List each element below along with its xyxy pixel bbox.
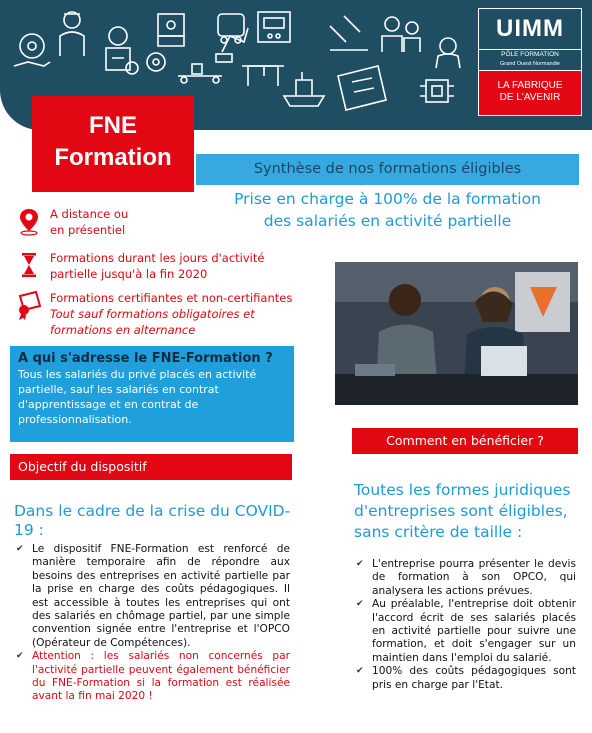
pole-line2: Grand Ouest Normandie bbox=[500, 61, 560, 67]
feature-line: en présentiel bbox=[50, 223, 126, 237]
pole-line1: PÔLE FORMATION bbox=[501, 51, 559, 58]
feature-duration bbox=[14, 250, 264, 282]
feature-line: formations en alternance bbox=[50, 323, 196, 337]
uimm-logo bbox=[478, 8, 582, 116]
warning-item: ✔ Attention : les salariés non concernés par l'activité partielle peuvent également bénéficier du FNE-Formation si la formation est réalisée avant la fin mai 2020 ! bbox=[14, 650, 290, 704]
cnc-machine-icon bbox=[158, 14, 184, 46]
photo-illustration bbox=[335, 262, 578, 405]
workers-icon bbox=[382, 17, 420, 52]
title-line1: FNE bbox=[89, 112, 137, 139]
target-audience-box bbox=[10, 346, 294, 442]
feature-certifiantes bbox=[14, 290, 292, 338]
list-item: ✔ 100% des coûts pédagogiques sont pris en charge par l'Etat. bbox=[354, 665, 576, 692]
feature-text bbox=[50, 250, 264, 282]
feature-line: A distance ou bbox=[50, 207, 129, 221]
feature-text bbox=[50, 206, 128, 238]
comment-banner: Comment en bénéficier ? bbox=[352, 428, 578, 454]
engineer-icon bbox=[60, 12, 84, 56]
feature-distance bbox=[14, 206, 128, 238]
prise-en-charge bbox=[196, 185, 579, 235]
feature-text bbox=[50, 290, 292, 338]
list-item: ✔ Au préalable, l'entreprise doit obtenir l'accord écrit de ses salariés placés en activité partielle pour suivre une formation, et doit s'engager sur un maintien dans l'emploi du salarié. bbox=[354, 598, 576, 665]
feature-line: Formations certifiantes et non-certifiantes bbox=[50, 291, 293, 305]
fabrique-line1: LA FABRIQUE bbox=[497, 80, 563, 91]
list-item: ✔ L'entreprise pourra présenter le devis de formation à son OPCO, qui analysera les actions prévues. bbox=[354, 558, 576, 598]
eligibility-list bbox=[354, 558, 576, 692]
prise-line1: Prise en charge à 100% de la formation bbox=[234, 190, 541, 208]
ship-icon bbox=[284, 72, 324, 106]
fabrique-line2: DE L'AVENIR bbox=[499, 92, 561, 103]
title-line2: Formation bbox=[54, 144, 172, 171]
crane-icon bbox=[242, 66, 284, 86]
fabrique-avenir bbox=[479, 71, 581, 115]
chip-icon bbox=[420, 80, 454, 102]
gear-hand-icon bbox=[14, 34, 50, 66]
certificate-icon bbox=[14, 290, 44, 320]
welding-icon bbox=[330, 16, 368, 50]
feature-line: Formations durant les jours d'activité bbox=[50, 251, 265, 265]
train-icon bbox=[218, 14, 244, 43]
target-body: Tous les salariés du privé placés en activité partielle, sauf les salariés en contrat d'apprentissage et en contrat de professionnalisation. bbox=[18, 368, 257, 426]
covid-list bbox=[14, 543, 290, 704]
feature-line: Tout sauf formations obligatoires et bbox=[50, 307, 255, 321]
assembly-line-icon bbox=[178, 64, 222, 83]
objectif-banner: Objectif du dispositif bbox=[10, 454, 292, 480]
uimm-brand: UIMM bbox=[496, 15, 564, 42]
feature-line: partielle jusqu'à la fin 2020 bbox=[50, 267, 208, 281]
hourglass-icon bbox=[14, 250, 44, 280]
prise-line2: des salariés en activité partielle bbox=[263, 212, 512, 230]
list-item: ✔ Le dispositif FNE-Formation est renforcé de manière temporaire afin de répondre aux besoins des entreprises en activité partielle par la prise en charge des coûts pédagogiques. Il est accessible à toutes les entreprises qui ont des salariés en chômage partiel, par une simple convention signée entre l'entreprise et l'OPCO (Opérateur de Compétences). bbox=[14, 543, 290, 650]
control-panel-icon bbox=[258, 12, 290, 42]
target-heading: A qui s'adresse le FNE-Formation ? bbox=[18, 351, 273, 366]
technician-icon bbox=[436, 38, 460, 68]
worker-icon bbox=[106, 27, 130, 70]
eligibility-heading: Toutes les formes juridiques d'entreprises sont éligibles, sans critère de taille : bbox=[354, 481, 571, 541]
page-title bbox=[32, 96, 194, 192]
gears-icon bbox=[126, 53, 165, 74]
synthese-banner: Synthèse de nos formations éligibles bbox=[196, 154, 579, 185]
pole-formation bbox=[479, 49, 581, 71]
covid-heading: Dans le cadre de la crise du COVID-19 : bbox=[14, 502, 291, 539]
cad-drawing-icon bbox=[338, 66, 386, 110]
location-pin-icon bbox=[14, 206, 44, 236]
training-photo bbox=[335, 262, 578, 405]
